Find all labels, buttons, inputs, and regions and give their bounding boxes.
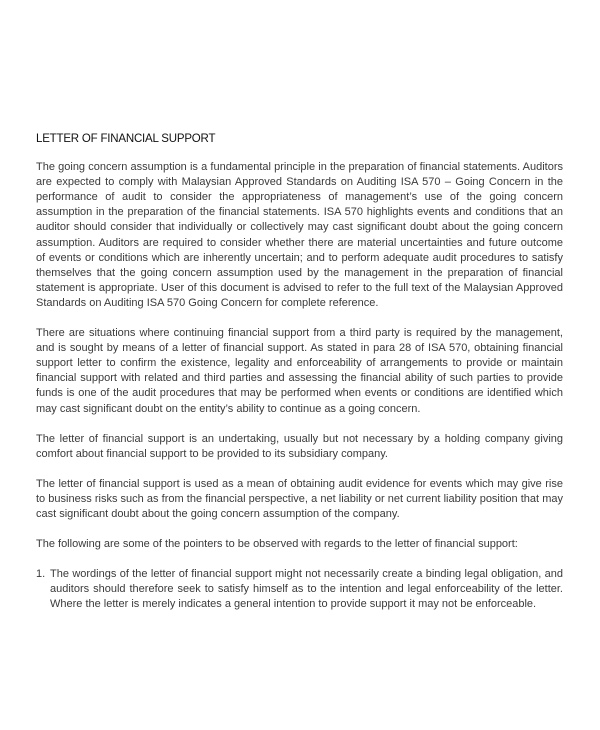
document-title: LETTER OF FINANCIAL SUPPORT bbox=[36, 133, 216, 145]
paragraph: The following are some of the pointers to be observed with regards to the letter of financial support: bbox=[36, 538, 518, 551]
paragraph: The going concern assumption is a fundamental principle in the preparation of financial statements. Auditors are expected to comply with Malaysian Approved Standards on Auditing ISA 570 – Going Concern in the performance of audit to consider the appropriateness of management’s use of the going concern assumption in the preparation of the financial statements. ISA 570 highlights events and conditions that an auditor should consider that individually or collectively may cast significant doubt about the going concern assumption. Auditors are required to consider whether there are material uncertainties and future outcome of events or conditions which are inherently uncertain; and to perform adequate audit procedures to satisfy themselves that the going concern assumption used by the management in the preparation of financial statement is appropriate. User of this document is advised to refer to the full text of the Malaysian Approved Standards on Auditing ISA 570 Going Concern for complete reference. bbox=[36, 161, 563, 309]
document-body bbox=[36, 132, 563, 612]
pointers-list bbox=[36, 567, 563, 612]
list-item-number: 1. bbox=[36, 568, 46, 581]
paragraph: The letter of financial support is an undertaking, usually but not necessary by a holding company giving comfort about financial support to be provided to its subsidiary company. bbox=[36, 432, 563, 460]
list-item-text: The wordings of the letter of financial support might not necessarily create a binding legal obligation, and auditors should therefore seek to satisfy himself as to the intention and legal enforceability of the letter. Where the letter is merely indicates a general intention to provide support it may not be enforceable. bbox=[50, 568, 563, 611]
list-item bbox=[36, 567, 563, 612]
paragraph: The letter of financial support is used as a mean of obtaining audit evidence for events which may give rise to business risks such as from the financial perspective, a net liability or net current liability position that may cast significant doubt about the going concern assumption of the company. bbox=[36, 477, 563, 520]
paragraph: There are situations where continuing financial support from a third party is required by the management, and is sought by means of a letter of financial support. As stated in para 28 of ISA 570, obtaining financial support letter to confirm the existence, legality and enforceability of arrangements to provide or maintain financial support with related and third parties and assessing the financial ability of such parties to provide funds is one of the audit procedures that may be performed when events or conditions are identified which may cast significant doubt on the entity’s ability to continue as a going concern. bbox=[36, 327, 563, 415]
